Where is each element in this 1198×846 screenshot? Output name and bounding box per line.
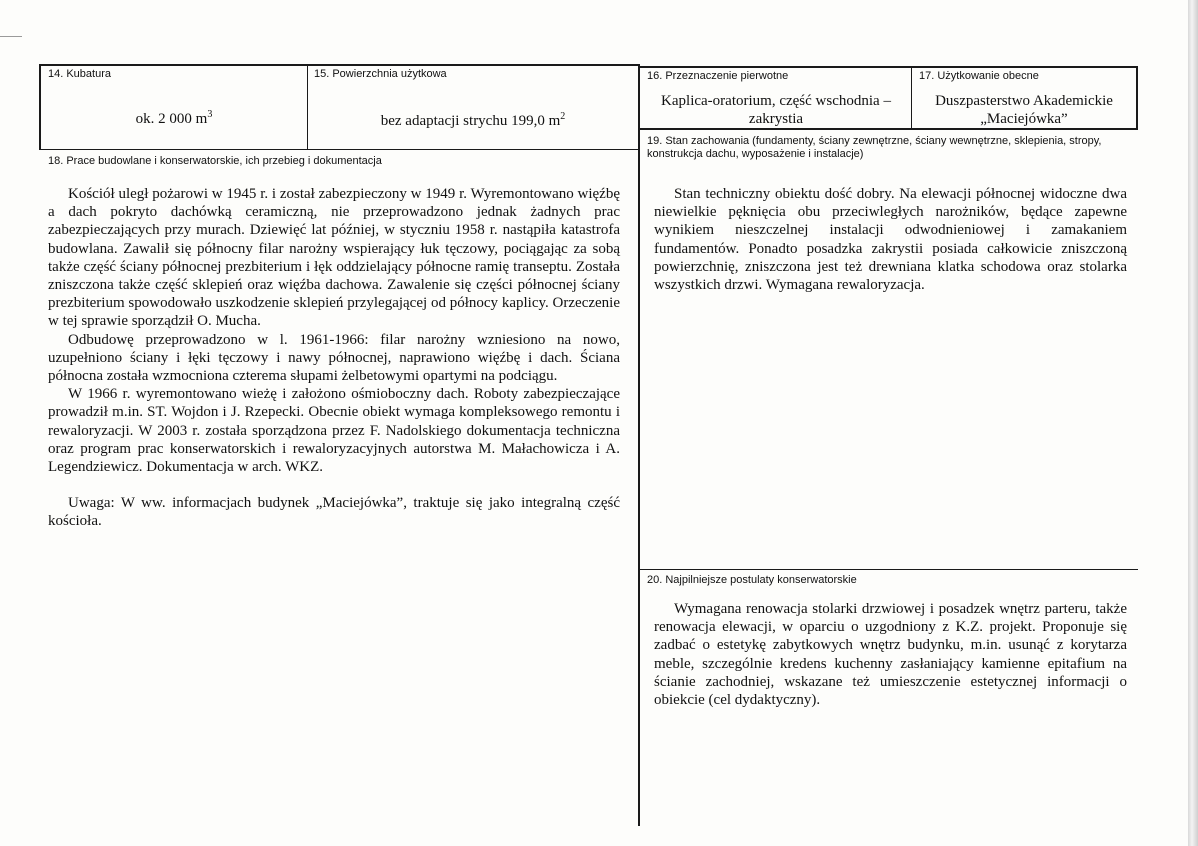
center-divider [638,64,640,826]
right-border [1136,66,1138,128]
field-16-value [641,92,911,128]
field-20-paragraph: Wymagana renowacja stolarki drzwiowej i posadzek wnętrz parteru, także renowacja elewacji, w oparciu o uzgodniony z K.Z. projekt. Proponuje się zadbać o estetykę zabytkowych wnętrz budynku, m.in. usunąć z korytarza meble, szczególnie kredens kuchenny zasłaniający kamienne epitafium na ścianie zachodniej, wskazane też umieszczenie estetycznej informacji o obiekcie (cel dydaktyczny). [654,601,1127,709]
rule-under-16-17 [640,128,1138,130]
field-14-value [41,106,307,128]
field-19-paragraph: Stan techniczny obiektu dość dobry. Na elewacji północnej widoczne dwa niewielkie pęknięcia obu przeciwległych narożników, będące zapewne wynikiem nieszczelnej instalacji odwodnieniowej i zamakaniem fundamentów. Ponadto posadzka zakrystii posiada całkowicie zniszczoną powierzchnię, zniszczona jest też drewniana klatka schodowa oraz stolarka wszystkich drzwi. Wymagana rewaloryzacja. [654,186,1127,294]
scan-edge-mark [0,36,22,37]
field-14-value-text: ok. 2 000 m [135,111,208,127]
field-18-paragraph-3: W 1966 r. wyremontowano wieżę i założono ośmioboczny dach. Roboty zabezpieczające prowadził m.in. ST. Wojdon i J. Rzepecki. Obecnie obiekt wymaga kompleksowego remontu i rewaloryzacji. W 2003 r. została sporządzona przez F. Nadolskiego dokumentacja techniczna oraz program prac konserwatorskich i rewaloryzacyjnych autorstwa M. Małachowicza i A. Legendziewicz. Dokumentacja w arch. WKZ. [48,386,620,476]
field-15-value-text: bez adaptacji strychu 199,0 m [380,113,561,129]
field-15-value [308,108,638,130]
field-16-label: 16. Przeznaczenie pierwotne [647,70,789,82]
field-20-text [654,600,1127,709]
right-top-rule [640,66,1138,68]
rule-under-14-15 [39,149,638,150]
page-edge-strip [1188,0,1198,846]
field-16-value-line-2: zakrystia [748,111,804,127]
field-18-text [48,185,620,531]
field-15-value-superscript: 2 [560,111,566,122]
field-14-label: 14. Kubatura [48,68,111,80]
field-20-label: 20. Najpilniejsze postulaty konserwatorskie [647,574,857,586]
field-17-label: 17. Użytkowanie obecne [919,70,1039,82]
field-17-value-line-2: „Maciejówka” [980,111,1068,127]
field-16-value-line-1: Kaplica-oratorium, część wschodnia – [661,93,891,109]
field-14-value-superscript: 3 [207,109,213,120]
field-19-label: 19. Stan zachowania (fundamenty, ściany zewnętrzne, ściany wewnętrzne, sklepienia, stropy, konstrukcja dachu, wyposażenie i instalacje) [647,135,1102,160]
left-top-rule [39,64,638,66]
rule-above-20 [640,569,1138,570]
field-17-value [912,92,1136,128]
field-15-label: 15. Powierzchnia użytkowa [314,68,447,80]
divider-14-15 [307,64,308,150]
field-19-text [654,185,1127,294]
field-18-paragraph-2: Odbudowę przeprowadzono w l. 1961-1966: filar narożny wzniesiono na nowo, uzupełniono ściany i łęki tęczowy i nawy północnej, naprawiono więźbę i dach. Ściana północna została wzmocniona czterema słupami żelbetowymi opartymi na podciągu. [48,331,620,385]
field-18-label: 18. Prace budowlane i konserwatorskie, ich przebieg i dokumentacja [48,155,382,167]
field-17-value-line-1: Duszpasterstwo Akademickie [935,93,1113,109]
field-18-paragraph-1: Kościół uległ pożarowi w 1945 r. i został zabezpieczony w 1949 r. Wyremontowano więźbę a dach pokryto dachówką ceramiczną, nie przeprowadzono jednak żadnych prac zabezpieczających przy murach. Dziewięć lat później, w styczniu 1958 r. nastąpiła katastrofa budowlana. Zawalił się północny filar narożny wspierający łuk tęczowy, pociągając za sobą także część ściany północnej prezbiterium i łęk oddzielający północne ramię transeptu. Została zniszczona także część sklepień oraz więźba dachowa. Zawalenie się części północnej ściany prezbiterium spowodowało uszkodzenie sklepień przylegającej od północy kaplicy. Orzeczenie w tej sprawie sporządził O. Mucha. [48,186,620,330]
field-18-note: Uwaga: W ww. informacjach budynek „Maciejówka”, traktuje się jako integralną część kościoła. [48,495,620,530]
